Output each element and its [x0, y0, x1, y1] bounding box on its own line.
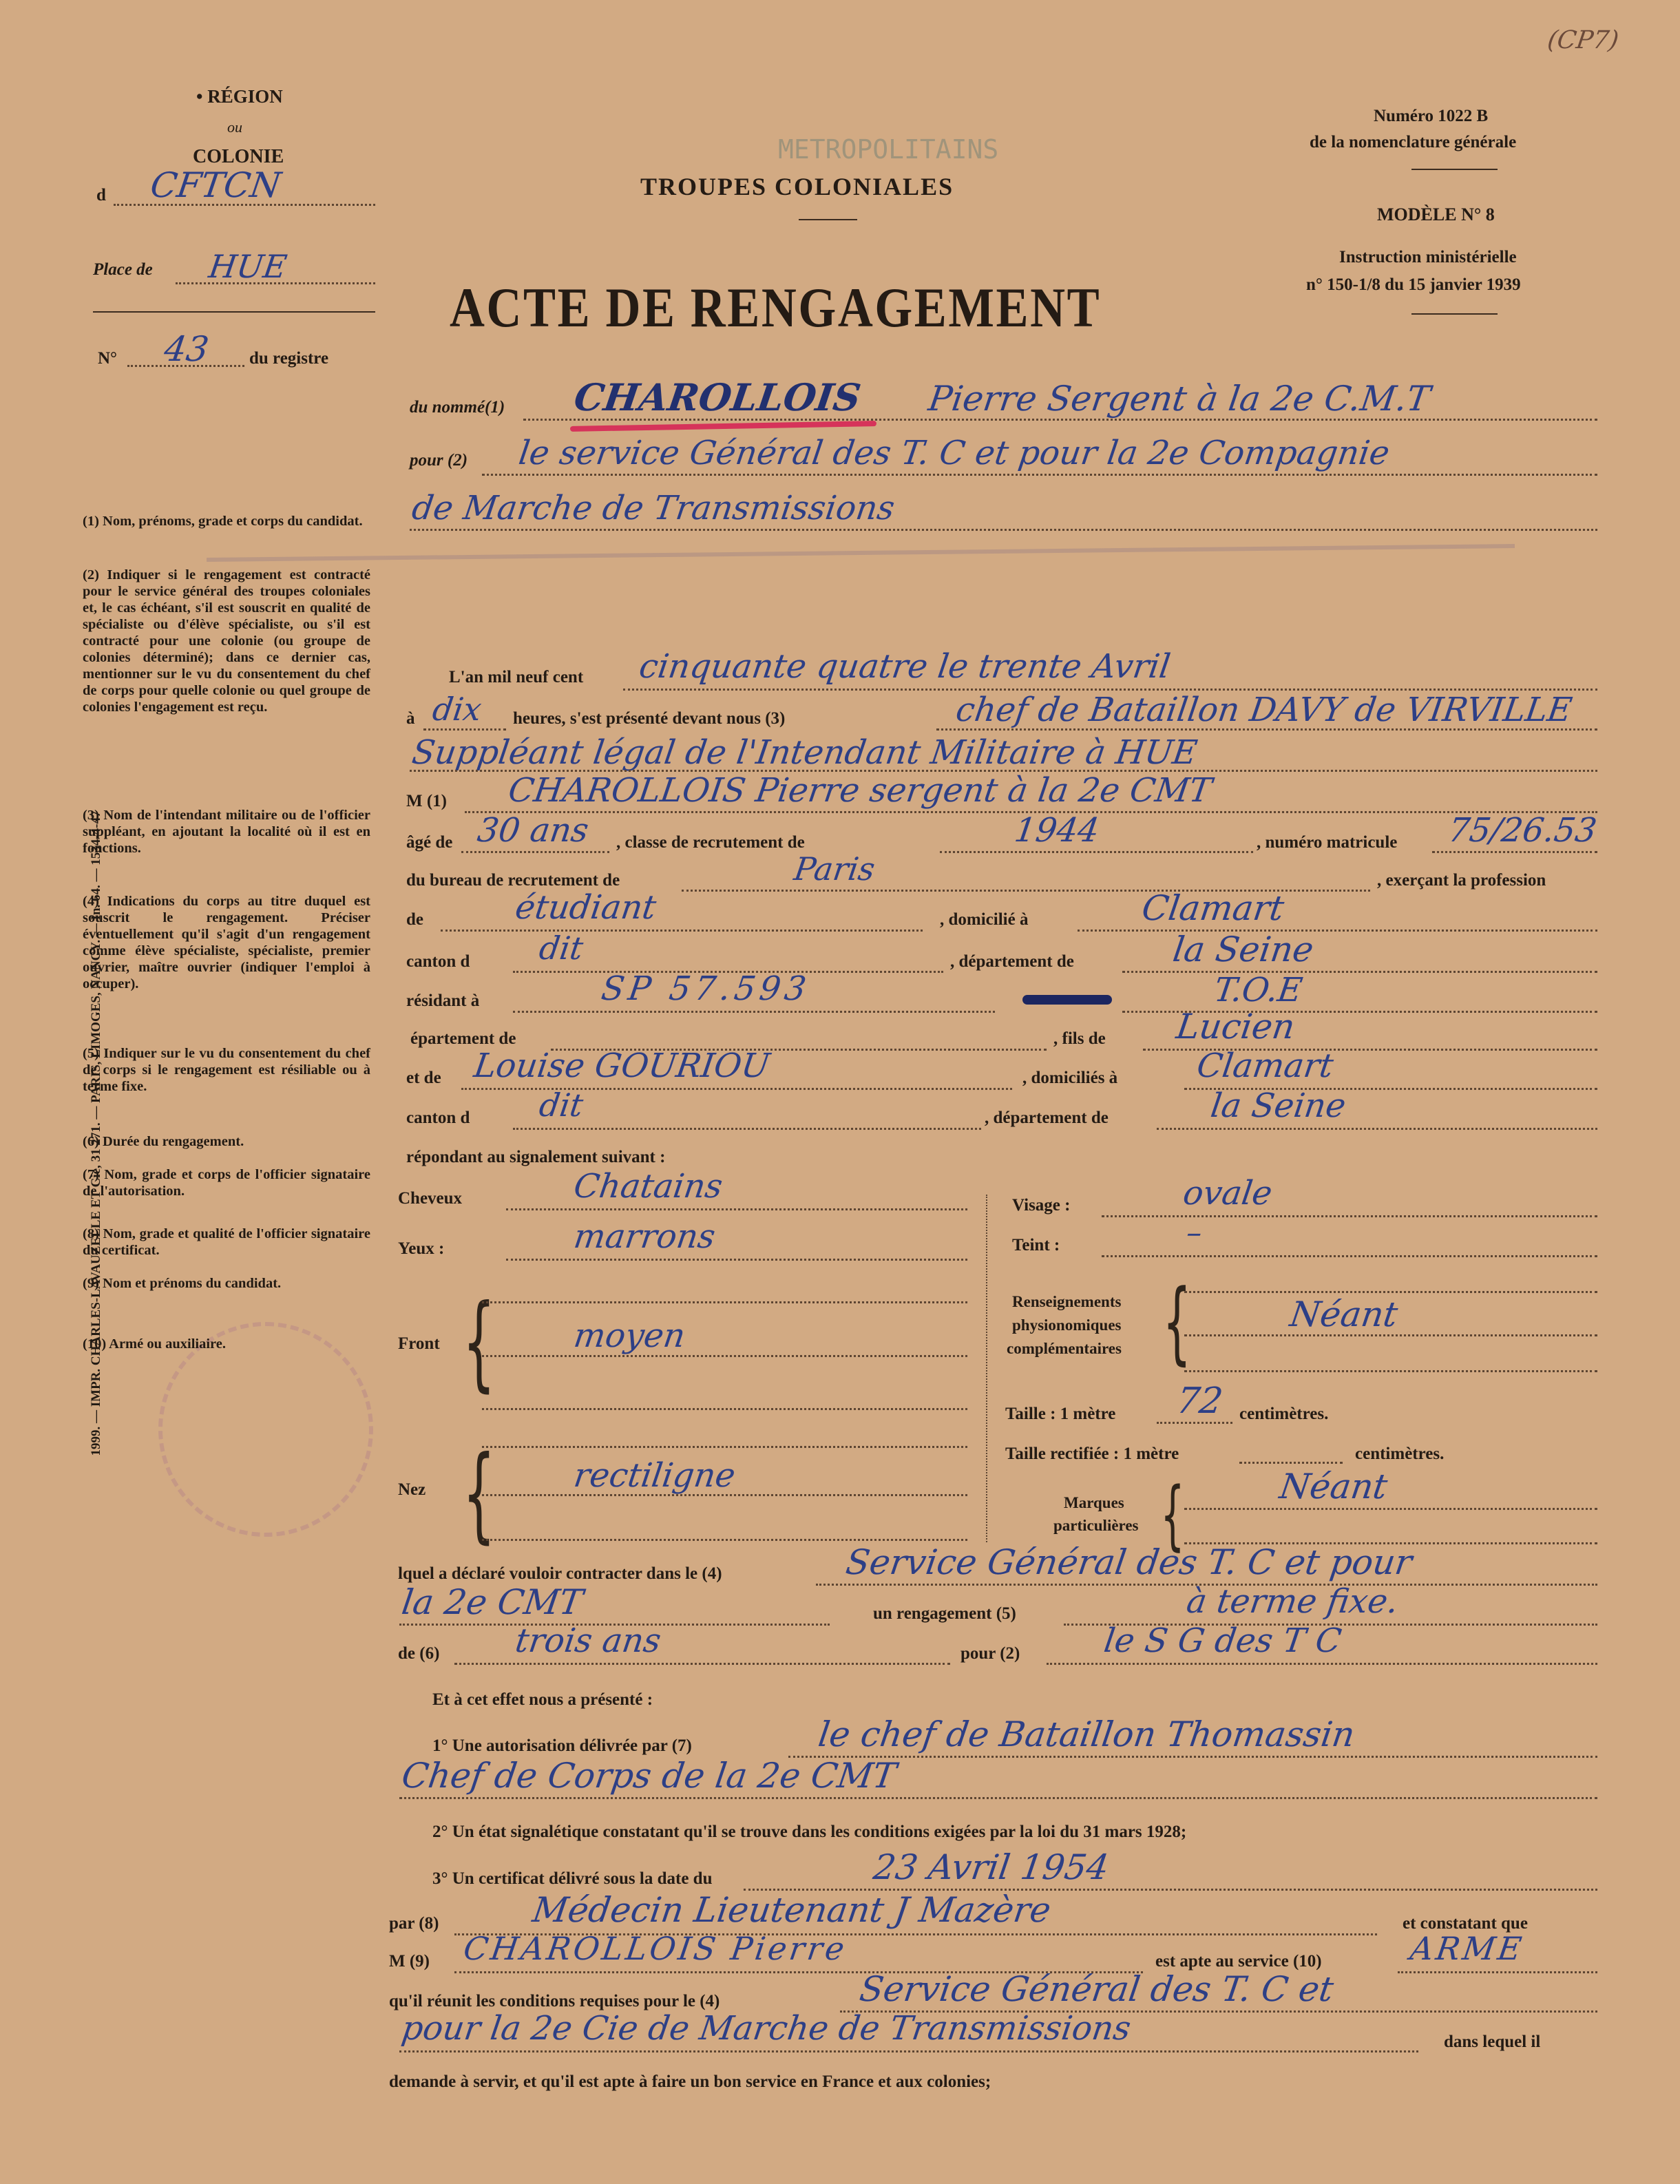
devant-dots-1: [936, 728, 1597, 731]
pour-line-1: le service Général des T. C et pour la 2e Compagnie: [516, 434, 1392, 472]
ou-word: ou: [227, 118, 242, 136]
rens-line-2: physionomiques: [1012, 1316, 1122, 1334]
domicilies-label: , domiciliés à: [1022, 1069, 1118, 1087]
numero-nomenclature: Numéro 1022 B: [1374, 107, 1489, 125]
apte-dots: [1398, 1971, 1597, 1973]
par-value: Médecin Lieutenant J Mazère: [530, 1890, 1053, 1930]
constatant-label: et constatant que: [1403, 1914, 1528, 1933]
lequel-label: lquel a déclaré vouloir contracter dans le (4): [398, 1564, 722, 1583]
colonie-prefix: d: [96, 186, 106, 204]
note-6: (6) Durée du rengagement.: [83, 1134, 244, 1149]
note-4: (4) Indications du corps au titre duquel est souscrit le rengagement. Préciser éventuellement qu'il s'agit d'un rengagement comme élève spécialiste, spécialiste, premier ouvrier, maître ouvrier (indiquer l'emploi à occuper).: [83, 894, 370, 991]
contract-line-2: la 2e CMT: [399, 1582, 585, 1622]
faded-stamp: [158, 1322, 373, 1537]
taille-unit: centimètres.: [1239, 1405, 1329, 1423]
note-2: (2) Indiquer si le rengagement est contracté pour le service général des troupes coloniales et, le cas échéant, s'il est souscrit en qualité de spécialiste ou d'élève spécialiste, ou s'il est contracté pour une colonie (ou groupe de colonies déterminé); dans ce dernier cas, mentionner sur le vu du consentement du chef de corps pour quelle colonie ou quel groupe de colonies l'engagement est reçu.: [83, 567, 370, 715]
header-rule-1: [1411, 169, 1498, 170]
nomenclature-text: de la nomenclature générale: [1310, 133, 1517, 151]
instruction-line-2: n° 150-1/8 du 15 janvier 1939: [1306, 275, 1521, 294]
departement2-label: épartement de: [410, 1029, 516, 1048]
par-label: par (8): [389, 1914, 439, 1933]
a-dots: [423, 728, 506, 731]
classe-dots: [940, 851, 1253, 853]
front-value: moyen: [571, 1316, 688, 1355]
resident-label: résidant à: [406, 991, 480, 1010]
place-rule: [93, 311, 375, 313]
taille-rect-dots: [1239, 1462, 1343, 1464]
canton-value: dit: [537, 930, 586, 967]
colonie-heading: COLONIE: [193, 146, 284, 167]
domicile-label: , domicilié à: [940, 910, 1029, 929]
nez-dots-3: [482, 1539, 967, 1541]
departement-value: la Seine: [1170, 930, 1316, 969]
rens-dots-1: [1184, 1291, 1597, 1293]
signalement-divider: [986, 1195, 987, 1542]
front-brace: {: [462, 1283, 496, 1403]
du-nomme-dots: [523, 419, 1597, 421]
front-dots-1: [482, 1301, 967, 1303]
departement3-value: la Seine: [1208, 1086, 1349, 1125]
visage-dots: [1102, 1215, 1597, 1217]
place-label: Place de: [93, 260, 153, 279]
item1-dots: [788, 1756, 1597, 1758]
domicile-dots: [1078, 930, 1597, 932]
signalement-intro: répondant au signalement suivant :: [406, 1148, 666, 1166]
rens-dots-2: [1184, 1334, 1597, 1336]
apte-label: est apte au service (10): [1155, 1952, 1322, 1971]
pour2-value: le S G des T C: [1102, 1621, 1344, 1660]
pour-dots-2: [410, 529, 1597, 531]
pour-dots-1: [482, 474, 1597, 476]
an-label: L'an mil neuf cent: [449, 668, 584, 686]
taille-dots: [1157, 1422, 1232, 1424]
note-10: (10) Armé ou auxiliaire.: [83, 1336, 227, 1352]
m9-value: CHAROLLOIS Pierre: [461, 1930, 850, 1967]
corps-heading: TROUPES COLONIALES: [640, 173, 954, 200]
nez-dots-1: [482, 1446, 967, 1448]
du-nomme-surname: CHAROLLOIS: [571, 375, 864, 419]
place-value: HUE: [207, 248, 290, 285]
canton-label: canton d: [406, 952, 470, 971]
age-dots: [461, 851, 609, 853]
cheveux-value: Chatains: [571, 1167, 725, 1206]
duree-dots: [454, 1663, 950, 1665]
bureau-value: Paris: [792, 850, 878, 888]
heures-label: heures, s'est présenté devant nous (3): [513, 709, 786, 728]
rengagement-label: un rengagement (5): [873, 1604, 1016, 1623]
m9-label: M (9): [389, 1952, 430, 1971]
fils-value: Lucien: [1174, 1007, 1298, 1047]
reunit-value-2: pour la 2e Cie de Marche de Transmissions: [399, 2009, 1133, 2048]
effet-label: Et à cet effet nous a présenté :: [432, 1690, 653, 1709]
note-5: (5) Indiquer sur le vu du consentement du chef de corps si le rengagement est résiliable ou à terme fixe.: [83, 1046, 370, 1094]
profession-dots: [441, 930, 923, 932]
modele-label: MODÈLE N° 8: [1377, 204, 1495, 224]
rens-brace: {: [1162, 1270, 1192, 1374]
corps-underline: [799, 219, 857, 220]
apte-value: ARME: [1408, 1930, 1527, 1967]
canton2-label: canton d: [406, 1109, 470, 1127]
teint-label: Teint :: [1012, 1236, 1060, 1254]
domicile-value: Clamart: [1140, 888, 1287, 928]
strikeout-mark: [1022, 995, 1112, 1005]
front-label: Front: [398, 1334, 440, 1353]
taille-label: Taille : 1 mètre: [1005, 1405, 1116, 1423]
header-rule-2: [1411, 313, 1498, 315]
visage-label: Visage :: [1012, 1196, 1071, 1215]
place-dots: [176, 282, 375, 284]
matricule-value: 75/26.53: [1446, 811, 1599, 850]
corner-note: (CP7): [1546, 26, 1621, 54]
profession-value: étudiant: [513, 888, 659, 927]
yeux-label: Yeux :: [398, 1239, 445, 1258]
item1-dots-2: [399, 1797, 1597, 1799]
rens-dots-3: [1184, 1370, 1597, 1372]
resident-dots: [513, 1011, 995, 1013]
item1-value-2: Chef de Corps de la 2e CMT: [399, 1756, 899, 1796]
marques-line-2: particulières: [1053, 1517, 1139, 1534]
a-value: dix: [430, 691, 484, 728]
taille-rect-unit: centimètres.: [1355, 1445, 1445, 1463]
note-9: (9) Nom et prénoms du candidat.: [83, 1276, 282, 1291]
taille-rect-label: Taille rectifiée : 1 mètre: [1005, 1445, 1179, 1463]
marques-line-1: Marques: [1064, 1494, 1124, 1511]
pour-line-2: de Marche de Transmissions: [410, 489, 897, 527]
nez-label: Nez: [398, 1480, 426, 1499]
resident-extra: T.O.E: [1212, 971, 1305, 1009]
cheveux-label: Cheveux: [398, 1189, 463, 1208]
domicilies-value: Clamart: [1195, 1047, 1336, 1085]
colonie-value: CFTCN: [148, 165, 284, 205]
age-value: 30 ans: [475, 811, 591, 850]
departement3-label: , département de: [985, 1109, 1109, 1127]
numero-value: 43: [162, 329, 211, 369]
reunit-label: qu'il réunit les conditions requises pour le (4): [389, 1992, 720, 2010]
note-3: (3) Nom de l'intendant militaire ou de l'officier suppléant, en ajoutant la localité où il est en fonctions.: [83, 808, 370, 856]
classe-value: 1944: [1012, 811, 1102, 850]
du-nomme-label: du nommé(1): [410, 398, 505, 417]
mere-label: et de: [406, 1069, 441, 1087]
duree-label: de (6): [398, 1644, 440, 1663]
mere-value: Louise GOURIOU: [472, 1047, 773, 1085]
du-nomme-rest: Pierre Sergent à la 2e C.M.T: [926, 379, 1433, 419]
reunit-dots-2: [399, 2050, 1418, 2052]
nez-brace: {: [462, 1434, 496, 1554]
document-title: ACTE DE RENGAGEMENT: [450, 276, 1102, 339]
yeux-dots: [506, 1259, 967, 1261]
an-value: cinquante quatre le trente Avril: [637, 647, 1173, 686]
rens-line-1: Renseignements: [1012, 1293, 1122, 1310]
note-8: (8) Nom, grade et qualité de l'officier signataire du certificat.: [83, 1226, 370, 1258]
pour-label: pour (2): [410, 451, 468, 470]
teint-dots: [1102, 1255, 1597, 1257]
nez-value: rectiligne: [571, 1456, 738, 1495]
visage-value: ovale: [1181, 1174, 1275, 1212]
m-value: CHAROLLOIS Pierre sergent à la 2e CMT: [506, 771, 1215, 810]
demande-text: demande à servir, et qu'il est apte à faire un bon service en France et aux colonies;: [389, 2072, 991, 2091]
lequel-value: Service Général des T. C et pour: [843, 1542, 1415, 1582]
devant-line-1: chef de Bataillon DAVY de VIRVILLE: [954, 691, 1575, 729]
departement-dots: [1122, 971, 1597, 973]
rens-value: Néant: [1288, 1294, 1400, 1334]
canton2-value: dit: [537, 1086, 586, 1124]
yeux-value: marrons: [571, 1217, 718, 1256]
fils-label: , fils de: [1053, 1029, 1106, 1048]
cheveux-dots: [506, 1208, 967, 1210]
note-1: (1) Nom, prénoms, grade et corps du candidat.: [83, 514, 363, 529]
front-dots-3: [482, 1408, 967, 1410]
item2-text: 2° Un état signalétique constatant qu'il se trouve dans les conditions exigées par la loi du 31 mars 1928;: [432, 1823, 1187, 1841]
classe-label: , classe de recrutement de: [616, 833, 805, 852]
taille-value: 72: [1174, 1380, 1226, 1422]
rens-line-3: complémentaires: [1007, 1340, 1122, 1357]
devant-line-2: Suppléant légal de l'Intendant Militaire à HUE: [410, 733, 1200, 772]
region-heading: • RÉGION: [196, 86, 283, 107]
reunit-value: Service Général des T. C et: [857, 1969, 1336, 2009]
printer-line: 1999. — IMPR. CHARLES-LAVAUZELLE ET Cie, 31 271. — PARIS, LIMOGES, NANCY. — In. 64. — 1534-4-47: [89, 810, 103, 1456]
pour2-dots: [1047, 1663, 1597, 1665]
item1-value: le chef de Bataillon Thomassin: [816, 1714, 1358, 1754]
dans-lequel-label: dans lequel il: [1444, 2033, 1541, 2051]
canton2-dots: [513, 1128, 981, 1130]
numero-label: N°: [98, 349, 118, 368]
bureau-label: du bureau de recrutement de: [406, 871, 620, 890]
m-label: M (1): [406, 792, 447, 810]
marques-dots-1: [1184, 1508, 1597, 1510]
age-label: âgé de: [406, 833, 453, 852]
item3-label: 3° Un certificat délivré sous la date du: [432, 1869, 713, 1888]
marques-brace: {: [1160, 1471, 1185, 1559]
teint-value: –: [1184, 1215, 1205, 1250]
matricule-dots: [1432, 851, 1597, 853]
duree-value: trois ans: [513, 1621, 664, 1660]
front-dots-2: [482, 1355, 967, 1357]
departement-label: , département de: [950, 952, 1074, 971]
item3-date: 23 Avril 1954: [871, 1847, 1112, 1887]
a-label: à: [406, 709, 415, 728]
pour2-label: pour (2): [960, 1644, 1020, 1663]
nez-dots-2: [482, 1494, 967, 1496]
profession-label: , exerçant la profession: [1377, 871, 1546, 890]
note-7: (7) Nom, grade et corps de l'officier signataire de l'autorisation.: [83, 1167, 370, 1199]
de-label: de: [406, 910, 423, 929]
instruction-line-1: Instruction ministérielle: [1339, 248, 1517, 266]
surname-red-underline: [570, 421, 876, 432]
faded-stamp-text: METROPOLITAINS: [778, 134, 999, 165]
rengagement-value: à terme fixe.: [1184, 1582, 1401, 1621]
resident-value: SP 57.593: [599, 969, 813, 1008]
registre-label: du registre: [249, 349, 329, 368]
item1-label: 1° Une autorisation délivrée par (7): [432, 1736, 692, 1755]
paper-fold-line: [207, 544, 1515, 562]
matricule-label: , numéro matricule: [1257, 833, 1398, 852]
marques-value: Néant: [1277, 1467, 1390, 1506]
departement3-dots: [1157, 1128, 1597, 1130]
